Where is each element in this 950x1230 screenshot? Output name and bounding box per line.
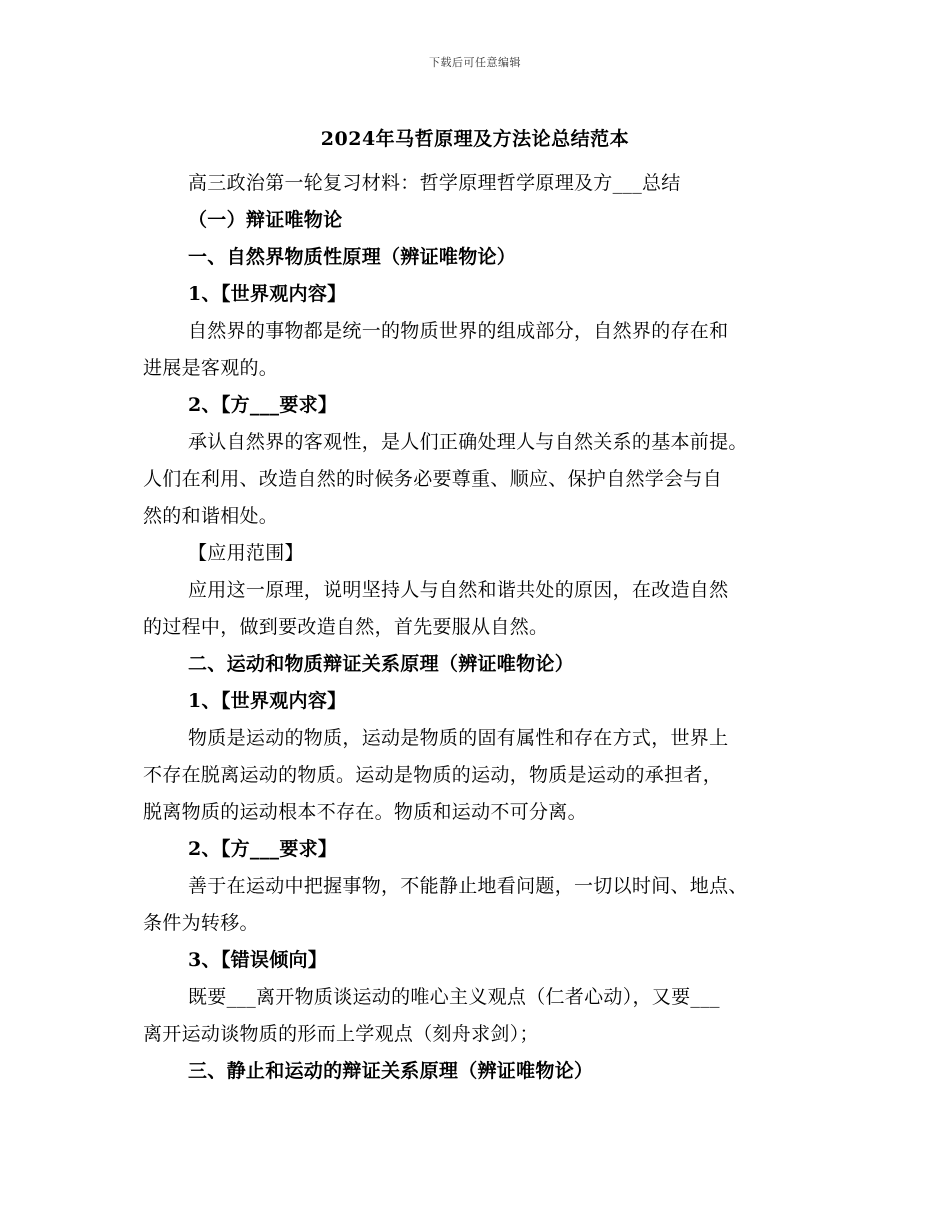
paragraph-line: 进展是客观的。 [143,357,279,379]
paragraph-line: 脱离物质的运动根本不存在。物质和运动不可分离。 [143,801,587,823]
subheading: 2、【方___要求】 [188,838,338,860]
section-heading: （一）辩证唯物论 [188,209,343,231]
paragraph-line: 然的和谐相处。 [143,505,279,527]
document-body [143,165,813,1090]
principle-heading: 三、静止和运动的辩证关系原理（辨证唯物论） [188,1060,594,1082]
paragraph-line: 物质是运动的物质，运动是物质的固有属性和存在方式，世界上 [188,727,729,749]
paragraph-line: 不存在脱离运动的物质。运动是物质的运动，物质是运动的承担者， [143,764,723,786]
page-header: 下载后可任意编辑 [429,56,521,69]
paragraph-line: 离开运动谈物质的形而上学观点（刻舟求剑）； [143,1023,539,1045]
paragraph-line: 承认自然界的客观性，是人们正确处理人与自然关系的基本前提。 [188,431,748,453]
paragraph-line: 人们在利用、改造自然的时候务必要尊重、顺应、保护自然学会与自 [143,468,723,490]
paragraph-line: 的过程中，做到要改造自然，首先要服从自然。 [143,616,549,638]
paragraph-line: 自然界的事物都是统一的物质世界的组成部分，自然界的存在和 [188,320,729,342]
subheading: 3、【错误倾向】 [188,949,328,971]
principle-heading: 一、自然界物质性原理（辨证唯物论） [188,246,517,268]
paragraph-line: 善于在运动中把握事物，不能静止地看问题，一切以时间、地点、 [188,875,748,897]
paragraph-line: 既要___离开物质谈运动的唯心主义观点（仁者心动），又要___ [188,986,720,1008]
subheading: 2、【方___要求】 [188,394,338,416]
intro-line: 高三政治第一轮复习材料：哲学原理哲学原理及方___总结 [188,172,681,194]
subheading: 1、【世界观内容】 [188,283,347,305]
document-title: 2024年马哲原理及方法论总结范本 [320,128,630,150]
subheading-plain: 【应用范围】 [188,542,304,564]
subheading: 1、【世界观内容】 [188,690,347,712]
principle-heading: 二、运动和物质辩证关系原理（辨证唯物论） [188,653,575,675]
paragraph-line: 应用这一原理，说明坚持人与自然和谐共处的原因，在改造自然 [188,579,729,601]
paragraph-line: 条件为转移。 [143,912,259,934]
